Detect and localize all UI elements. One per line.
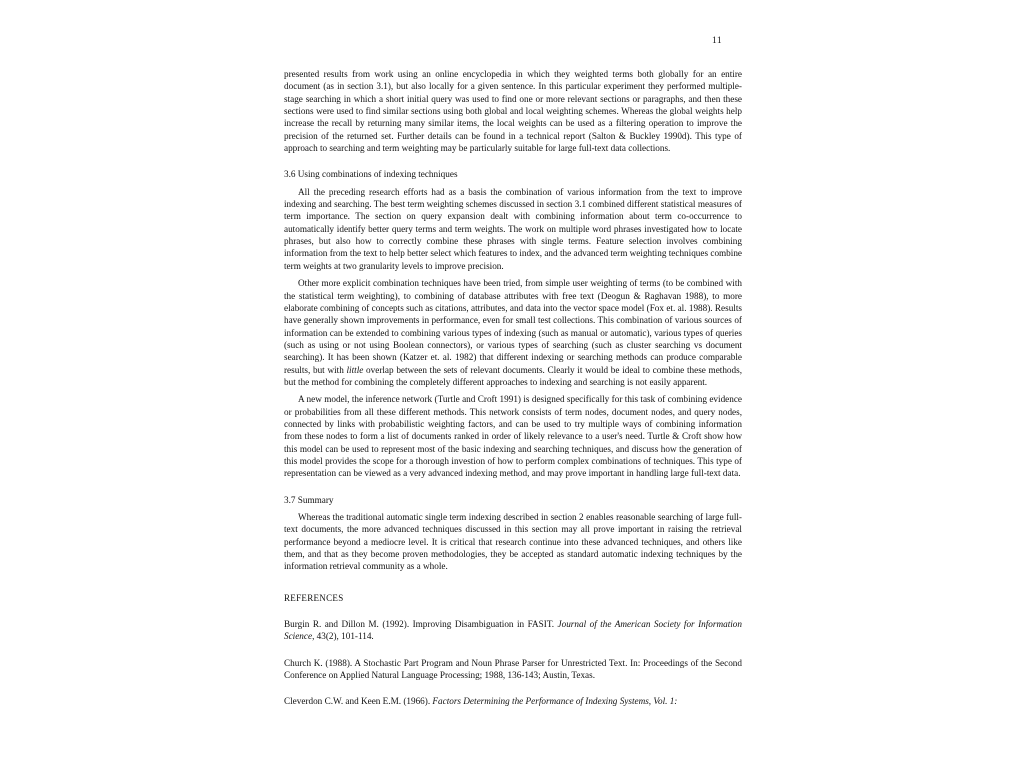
section-3-6-paragraph-3: A new model, the inference network (Turtle and Croft 1991) is designed specifically for this task of combining evidence or probabilities from all these different methods. This network consists of term nodes, document nodes, and query nodes, connected by links with probabilistic weighting factors, and can be used to try multiple ways of combining information from these nodes to form a list of documents ranked in order of likely relevance to a user's need. Turtle & Croft show how this model can be used to represent most of the basic indexing and searching techniques, and discuss how the generation of this model provides the scope for a thorough investion of how to perform complex combinations of techniques. This type of representation can be viewed as a very advanced indexing method, and may prove important in handling large full-text data. <box>284 394 742 479</box>
reference-item <box>284 657 742 682</box>
reference-title: Factors Determining the Performance of Indexing Systems, Vol. 1: <box>432 696 678 707</box>
page-number: 11 <box>712 36 723 46</box>
references-heading: REFERENCES <box>284 592 344 603</box>
section-3-6-paragraph-2-part-b: overlap between the sets of relevant documents. Clearly it would be ideal to combine these methods, but the method for combining the completely different approaches to indexing and searching is not easily apparent. <box>284 364 742 387</box>
reference-text: Burgin R. and Dillon M. (1992). Improving Disambiguation in FASIT. <box>284 619 558 630</box>
emphasis-little: little <box>346 364 364 375</box>
reference-item <box>284 695 742 707</box>
section-3-6-paragraph-2-part-a: Other more explicit combination techniques have been tried, from simple user weighting of terms (to be combined with the statistical term weighting), to combining of database attributes with free text (Deogun & Raghavan 1988), to more elaborate combining of concepts such as citations, attributes, and data into the vector space model (Fox et. al. 1988). Results have generally shown improvements in performance, even for small test collections. This combination of various sources of information can be extended to combining various types of indexing (such as manual or automatic), various types of queries (such as using or not using Boolean connectors), or various types of searching (such as cluster searching vs document searching). It has been shown (Katzer et. al. 1982) that different indexing or searching methods can produce comparable results, but with <box>284 278 742 375</box>
intro-paragraph: presented results from work using an online encyclopedia in which they weighted terms both globally for an entire document (as in section 3.1), but also locally for a given sentence. In this particular experiment they performed multiple-stage searching in which a short initial query was used to find one or more relevant sections or paragraphs, and then these sections were used to find similar sections using both global and local weighting schemes. Whereas the global weights help increase the recall by returning many similar items, the local weights can be used as a filtering operation to improve the precision of the returned set. Further details can be found in a technical report (Salton & Buckley 1990d). This type of approach to searching and term weighting may be particularly suitable for large full-text data collections. <box>284 69 742 154</box>
section-heading-3-7: 3.7 Summary <box>284 494 334 505</box>
reference-journal: Journal of the American Society for Information Science <box>284 619 742 642</box>
section-3-6-paragraph-1: All the preceding research efforts had as a basis the combination of various information from the text to improve indexing and searching. The best term weighting schemes discussed in section 3.1 combined different statistical measures of term importance. The section on query expansion dealt with combining information about term co-occurrence to automatically identify better query terms and term weights. The work on multiple word phrases investigated how to locate phrases, but also how to correctly combine these phrases with single terms. Feature selection involves combining information from the text to help better select which features to index, and the advanced term weighting techniques combine term weights at two granularity levels to improve precision. <box>284 186 742 271</box>
reference-item <box>284 618 742 643</box>
section-3-7-paragraph-1: Whereas the traditional automatic single term indexing described in section 2 enables reasonable searching of large full-text documents, the more advanced techniques discussed in this section may all prove important in raising the retrieval performance beyond a mediocre level. It is critical that research continue into these advanced techniques, and others like them, and that as they become proven methodologies, they be accepted as standard automatic indexing techniques by the information retrieval community as a whole. <box>284 512 742 572</box>
section-heading-3-6: 3.6 Using combinations of indexing techniques <box>284 169 458 180</box>
reference-text: Church K. (1988). A Stochastic Part Program and Noun Phrase Parser for Unrestricted Text. In: Proceedings of the Second Conference on Applied Natural Language Processing; 1988, 136-143; Austin, Texas. <box>284 657 742 681</box>
reference-text: Cleverdon C.W. and Keen E.M. (1966). <box>284 696 433 707</box>
reference-text-end: , 43(2), 101-114. <box>312 631 374 642</box>
page-body <box>284 68 742 708</box>
section-3-6-paragraph-2 <box>284 277 742 388</box>
